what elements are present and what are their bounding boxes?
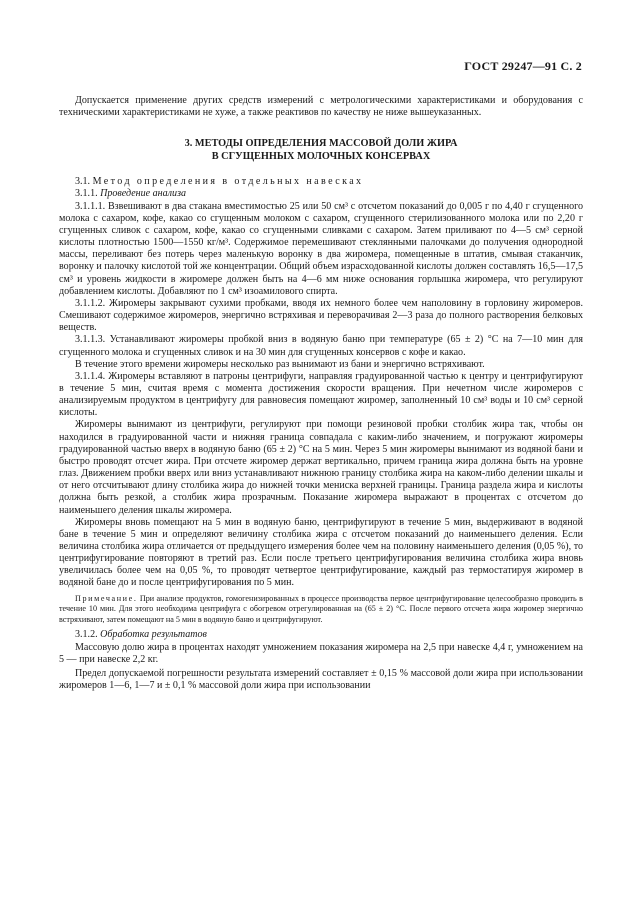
subsection-3-1-1 (59, 188, 583, 200)
note-paragraph (59, 594, 583, 626)
paragraph-3-1-1-3: 3.1.1.3. Устанавливают жиромеры пробкой вниз в водяную баню при температуре (65 ± 2) °С на 7—10 мин для сгущенного молока и сгущенных сливок и на 30 мин для сгущенных консервов с кофе и какао. (59, 334, 583, 358)
section-title-line-2: В СГУЩЕННЫХ МОЛОЧНЫХ КОНСЕРВАХ (211, 150, 431, 162)
subsection-3-1-heading: Метод определения в отдельных навесках (92, 176, 364, 188)
page-header: ГОСТ 29247—91 С. 2 (464, 59, 582, 73)
paragraph-3-1-2-b: Предел допускаемой погрешности результата измерений составляет ± 0,15 % массовой доли жира при использовании жиромеров 1—6, 1—7 и ± 0,1 % массовой доли жира при использовании (59, 667, 583, 692)
paragraph-3-1-1-2: 3.1.1.2. Жиромеры закрывают сухими пробками, вводя их немного более чем наполовину в горловину жиромеров. Смешивают содержимое жиромеров, энергично встряхивая и переворачивая 2—3 раза до полного растворения белковых веществ. (59, 297, 583, 334)
section-title-line-1: 3. МЕТОДЫ ОПРЕДЕЛЕНИЯ МАССОВОЙ ДОЛИ ЖИРА (184, 138, 458, 150)
paragraph-3-1-2-a: Массовую долю жира в процентах находят умножением показания жиромера на 2,5 при навеске 4,4 г, умножением на 5 — при навеске 2,2 кг. (59, 641, 583, 665)
paragraph-3-1-1-4-reading: Жиромеры вынимают из центрифуги, регулируют при помощи резиновой пробки столбик жира так, чтобы он находился в градуированной части и нижняя граница совпадала с каким-либо значением, и погружают жиромеры градуированной частью вверх в водяную баню (65 ± 2) °С на 5 мин. Через 5 мин жиромеры вынимают из водяной бани и быстро проводят отсчет жира. При отсчете жиромер держат вертикально, причем граница жира должна быть на уровне глаз. Движением пробки вверх или вниз устанавливают нижнюю границу столбика жира на каком-либо делении шкалы и от него отсчитывают длину столбика жира до нижней точки мениска верхней границы. Граница раздела жира и кислоты должна быть резкой, а столбик жира прозрачным. Показание жиромера выражают в процентах с отсчетом до наименьшего деления шкалы жиромера. (59, 419, 583, 516)
subsection-3-1-1-number: 3.1.1. (75, 188, 98, 200)
subsection-3-1-2-heading: Обработка результатов (100, 629, 207, 641)
subsection-3-1-2-number: 3.1.2. (75, 629, 98, 641)
subsection-3-1 (59, 176, 583, 188)
note-text: При анализе продуктов, гомогенизированных в процессе производства первое центрифугирование целесообразно проводить в течение 10 мин. Для этого необходима центрифуга с обогревом отрегулированная на (65 ± 2) °С. После первого отсчета жира жиромер энергично встряхивают, затем помещают на 5 мин в водяную баню и центрифугируют. (59, 593, 583, 624)
paragraph-3-1-1-1: 3.1.1.1. Взвешивают в два стакана вместимостью 25 или 50 см³ с отсчетом показаний до 0,005 г по 4,40 г сгущенного молока с сахаром, кофе, какао со сгущенным молоком с сахаром, сгущенного стерилизованного молока или по 2,20 г сгущенных сливок с сахаром, кофе, какао со сгущенными сливками с сахаром. Затем приливают по 4—5 см³ серной кислоты плотностью 1500—1550 кг/м³. Содержимое перемешивают стеклянными палочками до получения однородной массы, переливают без потерь через маленькую воронку в два жиромера, помещенные в штатив, смывая стаканчик, воронку и палочку кислотой той же концентрации. Общий объем израсходованной кислоты должен составлять 16,5—17,5 см³ и уровень жидкости в жиромере должен быть на 4—6 мм ниже основания горлышка жиромера, что регулируют добавлением кислоты. Добавляют по 1 см³ изоамилового спирта. (59, 200, 583, 297)
section-title (59, 138, 583, 163)
note-lead: Примечание. (75, 593, 138, 603)
page-content (59, 95, 583, 692)
subsection-3-1-1-heading: Проведение анализа (100, 188, 187, 200)
paragraph-3-1-1-3-continued: В течение этого времени жиромеры несколько раз вынимают из бани и энергично встряхивают. (75, 358, 485, 370)
intro-paragraph: Допускается применение других средств измерений с метрологическими характеристиками и оборудования с техническими характеристиками не хуже, а также реактивов по качеству не ниже вышеуказанных. (59, 95, 583, 119)
subsection-3-1-2 (59, 629, 583, 641)
paragraph-3-1-1-4: 3.1.1.4. Жиромеры вставляют в патроны центрифуги, направляя градуированной частью к центру и центрифугируют в течение 5 мин, считая время с момента достижения скорости вращения. При нечетном числе жиромеров с анализируемым продуктом в центрифугу для равновесия помещают жиромер, заполненный 10 см³ воды и 10 см³ серной кислоты. (59, 370, 583, 419)
paragraph-3-1-1-4-repeat: Жиромеры вновь помещают на 5 мин в водяную баню, центрифугируют в течение 5 мин, выдерживают в водяной бане в течение 5 мин и определяют величину столбика жира с отсчетом показаний до наименьшего деления. Если величина столбика жира отличается от предыдущего измерения более чем на половину наименьшего деления (0,05 %), то центрифугирование повторяют в третий раз. Если после третьего центрифугирования величина столбика жира вновь увеличилась более чем на 0,05 %, то проводят четвертое центрифугирование, каждый раз термостатируя жиромер в водяной бане до и после центрифугирования по 5 мин. (59, 516, 583, 589)
subsection-3-1-number: 3.1. (75, 176, 91, 188)
